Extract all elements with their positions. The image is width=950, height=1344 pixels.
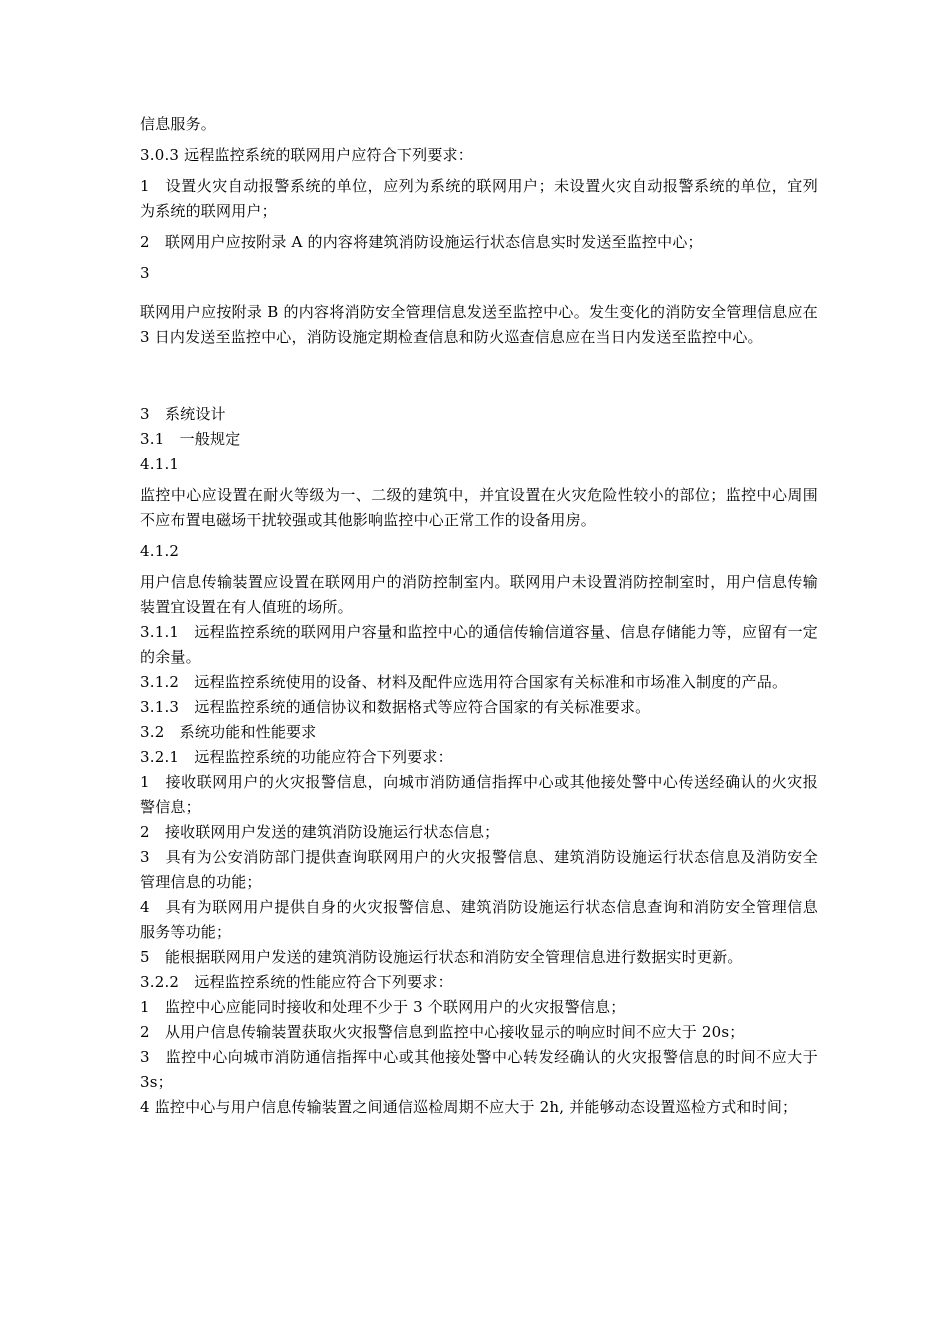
section-heading-system-design: 3 系统设计 <box>140 405 226 423</box>
clause-3-1-1: 3.1.1 远程监控系统的联网用户容量和监控中心的通信传输信道容量、信息存储能力等，应留有一定的余量。 <box>140 623 818 666</box>
performance-item-2: 2 从用户信息传输装置获取火灾报警信息到监控中心接收显示的响应时间不应大于 20s； <box>140 1023 745 1041</box>
performance-item-4: 4 监控中心与用户信息传输装置之间通信巡检周期不应大于 2h, 并能够动态设置巡检方式和时间； <box>140 1098 798 1116</box>
list-item-3-text: 联网用户应按附录 B 的内容将消防安全管理信息发送至监控中心。发生变化的消防安全管理信息应在 3 日内发送至监控中心，消防设施定期检查信息和防火巡查信息应在当日内发送至监控中心。 <box>140 303 818 346</box>
function-item-4: 4 具有为联网用户提供自身的火灾报警信息、建筑消防设施运行状态信息查询和消防安全管理信息服务等功能； <box>140 898 818 941</box>
clause-3-1-3: 3.1.3 远程监控系统的通信协议和数据格式等应符合国家的有关标准要求。 <box>140 698 651 716</box>
function-item-1: 1 接收联网用户的火灾报警信息，向城市消防通信指挥中心或其他接处警中心传送经确认的火灾报警信息； <box>140 773 818 816</box>
list-item-1: 1 设置火灾自动报警系统的单位，应列为系统的联网用户；未设置火灾自动报警系统的单位，宜列为系统的联网用户； <box>140 177 818 220</box>
clause-3-1-2: 3.1.2 远程监控系统使用的设备、材料及配件应选用符合国家有关标准和市场准入制度的产品。 <box>140 673 788 691</box>
paragraph-info-service: 信息服务。 <box>140 115 217 133</box>
function-item-5: 5 能根据联网用户发送的建筑消防设施运行状态和消防安全管理信息进行数据实时更新。 <box>140 948 743 966</box>
list-item-2: 2 联网用户应按附录 A 的内容将建筑消防设施运行状态信息实时发送至监控中心； <box>140 233 703 251</box>
clause-3-0-3: 3.0.3 远程监控系统的联网用户应符合下列要求： <box>140 146 473 164</box>
clause-4-1-2-text: 用户信息传输装置应设置在联网用户的消防控制室内。联网用户未设置消防控制室时，用户信息传输装置宜设置在有人值班的场所。 <box>140 573 818 616</box>
function-item-3: 3 具有为公安消防部门提供查询联网用户的火灾报警信息、建筑消防设施运行状态信息及消防安全管理信息的功能； <box>140 848 818 891</box>
list-item-3-number: 3 <box>140 264 150 282</box>
function-item-2: 2 接收联网用户发送的建筑消防设施运行状态信息； <box>140 823 500 841</box>
section-heading-general-rules: 3.1 一般规定 <box>140 430 241 448</box>
document-page <box>140 112 818 1120</box>
clause-4-1-1-number: 4.1.1 <box>140 455 180 473</box>
clause-4-1-1-text: 监控中心应设置在耐火等级为一、二级的建筑中，并宜设置在火灾危险性较小的部位；监控中心周围不应布置电磁场干扰较强或其他影响监控中心正常工作的设备用房。 <box>140 486 818 529</box>
clause-4-1-2-number: 4.1.2 <box>140 542 180 560</box>
clause-3-2-2: 3.2.2 远程监控系统的性能应符合下列要求： <box>140 973 453 991</box>
section-heading-function-performance: 3.2 系统功能和性能要求 <box>140 723 317 741</box>
performance-item-1: 1 监控中心应能同时接收和处理不少于 3 个联网用户的火灾报警信息； <box>140 998 626 1016</box>
performance-item-3: 3 监控中心向城市消防通信指挥中心或其他接处警中心转发经确认的火灾报警信息的时间不应大于 3s； <box>140 1048 818 1091</box>
clause-3-2-1: 3.2.1 远程监控系统的功能应符合下列要求： <box>140 748 453 766</box>
